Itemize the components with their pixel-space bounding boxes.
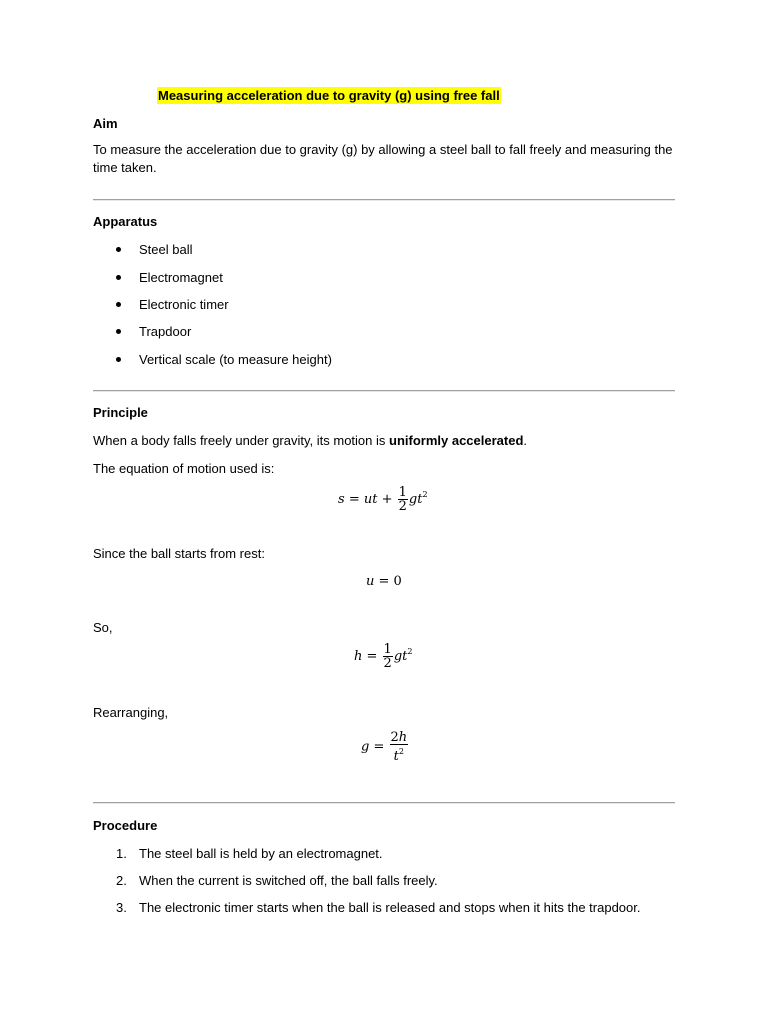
equation-initial-velocity: u = 0 — [366, 574, 402, 589]
frac-numerator: 1 — [383, 642, 392, 657]
eq-term: gt — [408, 492, 423, 507]
eq-term: gt — [393, 649, 408, 664]
procedure-step: The steel ball is held by an electromagnet. — [139, 846, 383, 861]
frac-denominator: 2 — [398, 499, 407, 514]
procedure-step: When the current is switched off, the ball falls freely. — [139, 873, 438, 888]
frac-numerator — [390, 731, 409, 745]
bullet-icon — [116, 329, 121, 334]
bullet-icon — [116, 357, 121, 362]
bullet-icon — [116, 275, 121, 280]
eq-var: u — [366, 574, 375, 589]
document-title: Measuring acceleration due to gravity (g) using free fall — [158, 88, 500, 103]
principle-line-3: Since the ball starts from rest: — [93, 546, 265, 561]
frac-denominator: 2 — [383, 656, 392, 671]
apparatus-heading: Apparatus — [93, 214, 158, 229]
aim-text: To measure the acceleration due to gravity (g) by allowing a steel ball to fall freely and measuring the time taken. — [93, 142, 673, 175]
section-divider — [93, 199, 675, 201]
principle-line-1-end: . — [523, 433, 528, 448]
step-number: 1. — [116, 846, 127, 861]
procedure-step: The electronic timer starts when the ball is released and stops when it hits the trapdoor. — [139, 900, 641, 915]
procedure-heading: Procedure — [93, 818, 158, 833]
principle-line-5: Rearranging, — [93, 705, 169, 720]
eq-var: h — [354, 649, 363, 664]
eq-term: ut + — [363, 492, 393, 507]
frac-var: h — [398, 730, 408, 745]
apparatus-item: Trapdoor — [139, 324, 192, 339]
apparatus-item: Electronic timer — [139, 297, 229, 312]
apparatus-item: Vertical scale (to measure height) — [139, 352, 332, 367]
eq-value: 0 — [393, 574, 402, 589]
equation-motion: s = ut + $\frac{1}{2}$ $gt^2$ — [338, 485, 428, 514]
section-divider — [93, 802, 675, 804]
eq-fraction — [398, 486, 408, 513]
principle-emphasis: uniformly accelerated — [389, 433, 524, 448]
bullet-icon — [116, 302, 121, 307]
section-divider — [93, 390, 675, 392]
step-number: 3. — [116, 900, 127, 915]
apparatus-item: Electromagnet — [139, 270, 223, 285]
principle-heading: Principle — [93, 405, 148, 420]
frac-var: t — [393, 749, 399, 764]
principle-line-1-text: When a body falls freely under gravity, its motion is — [93, 433, 389, 448]
bullet-icon — [116, 247, 121, 252]
principle-line-4: So, — [93, 620, 113, 635]
equation-height: h = $\frac{1}{2}$ $gt^2$ — [354, 642, 413, 671]
principle-line-2: The equation of motion used is: — [93, 461, 275, 476]
eq-exponent: 2 — [398, 747, 404, 756]
eq-fraction — [383, 643, 393, 670]
frac-denominator — [390, 745, 409, 763]
principle-line-1 — [93, 432, 527, 450]
frac-numerator: 1 — [398, 485, 407, 500]
eq-var: s — [338, 492, 345, 507]
frac-digit: 2 — [390, 730, 399, 745]
step-number: 2. — [116, 873, 127, 888]
eq-var: g — [361, 739, 370, 755]
eq-exponent: 2 — [422, 490, 428, 499]
equation-gravity: g = $\frac{2h}{t^2}$ — [361, 730, 408, 764]
eq-exponent: 2 — [407, 647, 413, 656]
apparatus-item: Steel ball — [139, 242, 193, 257]
eq-fraction — [390, 731, 409, 763]
aim-heading: Aim — [93, 116, 118, 131]
